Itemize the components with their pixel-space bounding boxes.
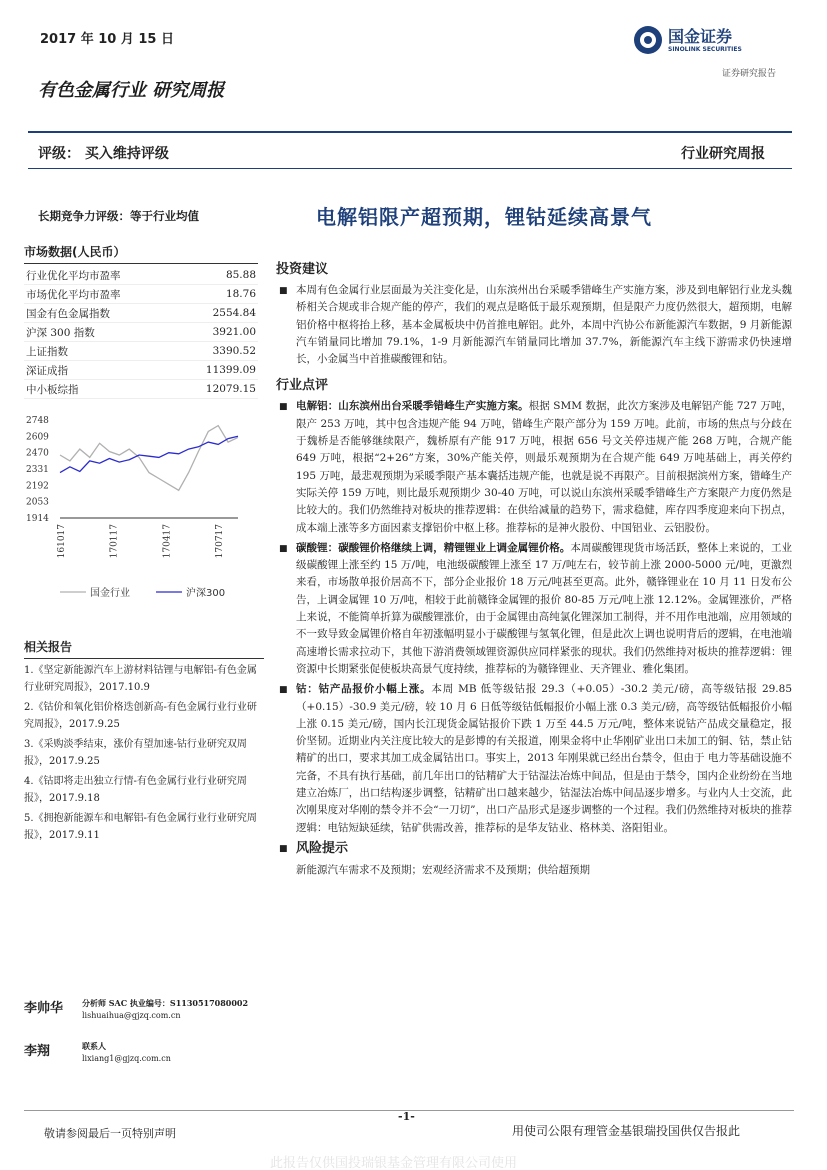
market-value: 12079.15 <box>205 383 256 395</box>
x-tick-label: 170417 <box>162 524 173 559</box>
related-report-item[interactable]: 5.《拥抱新能源车和电解铝-有色金属行业行业研究周报》，2017.9.11 <box>24 813 257 841</box>
x-tick-label: 161017 <box>57 524 67 559</box>
lithium-text-wrap <box>296 540 792 678</box>
related-report-item[interactable]: 4.《钴即将走出独立行情-有色金属行业行业研究周报》，2017.9.18 <box>24 776 247 804</box>
y-tick-label: 2331 <box>26 465 49 475</box>
market-row <box>24 323 258 342</box>
market-value: 2554.84 <box>212 307 256 319</box>
rating: 评级： 买入维持评级 <box>38 146 169 162</box>
market-row <box>24 266 258 285</box>
market-row <box>24 342 258 361</box>
market-data-table <box>24 266 258 399</box>
logo-emblem-icon <box>632 24 664 56</box>
report-date: 2017 年 10 月 15 日 <box>40 32 174 47</box>
market-value: 18.76 <box>225 288 256 300</box>
market-value: 85.88 <box>225 269 256 281</box>
related-report-item[interactable]: 2.《钴价和氧化铝价格迭创新高-有色金属行业行业研究周报》，2017.9.25 <box>24 702 257 730</box>
analyst-email[interactable]: lixiang1@gjzq.com.cn <box>82 1054 171 1063</box>
analyst-title: 联系人 <box>82 1041 106 1051</box>
risk-title: 风险提示 <box>296 840 349 856</box>
analyst-panel <box>24 997 264 1083</box>
watermark: 此报告仅供国投瑞银基金管理有限公司使用 <box>270 1156 518 1170</box>
cobalt-heading: 钴：钴产品报价小幅上涨。 <box>296 683 432 696</box>
report-body <box>276 258 792 883</box>
company-logo <box>632 22 782 62</box>
aluminum-text-wrap <box>296 398 792 536</box>
cobalt-text: 本周 MB 低等级钴报 29.3（+0.05）-30.2 美元/磅，高等级钴报 29.85（+0.15）-30.9 美元/磅，较 10 月 6 日低等级钴低幅报价小幅上涨 0.3 美元/磅，高等级钴低幅报价小幅上涨 0.15 美元/磅，国内长江现货金属钴报价下跌 1 万至 44.5 万元/吨，整体来说钴产品成交量稳定，报价坚韧。近期业内关注度比较大的是彭博的有关报道，刚果金将中止华刚矿业出口未加工的铜、钴，禁止钴精矿的出口，要求其加工成金属钴出口。事实上，2013 年刚果就已经出台禁令，但由于 电力等基础设施不完备，不具有执行基础，前几年出口的钴精矿大于钴湿法冶炼中间品，但是由于禁令，国内企业纷纷在当地建立冶炼厂，出口结构逐步调整，钴精矿出口越来越少，钴湿法冶炼中间品逐步增多。与业内人士交流，此次刚果度对华刚的禁令并不会“一刀切”，出口产品形式是逐步调整的一个过程。我们仍然维持对板块的推荐逻辑：电钴短缺延续，钴矿供需改善，推荐标的是华友钴业、格林美、洛阳钼业。 <box>296 683 793 834</box>
y-tick-label: 2609 <box>26 432 49 443</box>
market-label: 中小板综指 <box>26 383 79 396</box>
related-title: 相关报告 <box>24 640 73 654</box>
long-term-rating: 长期竞争力评级：等于行业均值 <box>38 209 199 223</box>
market-value: 3921.00 <box>212 326 256 338</box>
market-row <box>24 361 258 380</box>
invest-paragraph <box>276 282 792 368</box>
analyst-info <box>82 1040 171 1065</box>
related-reports <box>24 638 264 844</box>
analyst-name: 李帅华 <box>24 1001 64 1016</box>
cobalt-text-wrap <box>296 681 792 837</box>
footer-disclaimer: 敬请参阅最后一页特别声明 <box>44 1127 176 1140</box>
market-data-divider <box>24 263 258 264</box>
square-bullet-icon: ■ <box>279 685 288 696</box>
market-label: 行业优化平均市盈率 <box>26 269 121 282</box>
risk-paragraph <box>276 862 792 879</box>
y-tick-label: 2748 <box>26 416 49 426</box>
related-report-item[interactable]: 1.《坚定新能源汽车上游材料钴锂与电解铝-有色金属行业研究周报》，2017.10.9 <box>24 665 257 693</box>
y-tick-label: 2470 <box>26 448 49 459</box>
market-label: 沪深 300 指数 <box>26 326 95 339</box>
square-bullet-icon: ■ <box>279 543 288 554</box>
market-label: 国金有色金属指数 <box>26 307 110 320</box>
header-divider <box>28 131 792 133</box>
index-chart-svg <box>24 410 258 605</box>
risk-title-row <box>276 840 792 858</box>
market-row <box>24 285 258 304</box>
analyst-email[interactable]: lishuaihua@gjzq.com.cn <box>82 1011 181 1020</box>
report-type: 证券研究报告 <box>722 69 777 79</box>
lithium-paragraph <box>276 540 792 678</box>
logo-en-text: SINOLINK SECURITIES <box>668 46 742 53</box>
footer-usage-note: 用使司公限有理管金基银瑞投国供仅告报此 <box>512 1124 741 1138</box>
aluminum-heading: 电解铝：山东滨州出台采暖季错峰生产实施方案。 <box>296 400 529 413</box>
logo-text: 国金证券 <box>668 27 733 46</box>
header-divider-bottom <box>28 168 792 169</box>
related-report-item[interactable]: 3.《采购淡季结束，涨价有望加速-钴行业研究双周报》，2017.9.25 <box>24 739 247 767</box>
related-divider <box>24 658 264 659</box>
analyst-info <box>82 997 248 1022</box>
market-data-panel <box>24 243 258 399</box>
cobalt-paragraph <box>276 681 792 837</box>
index-chart <box>24 410 258 605</box>
legend-label: 国金行业 <box>90 588 130 599</box>
industry-review-title: 行业点评 <box>276 378 329 394</box>
analyst-entry <box>24 1040 264 1065</box>
invest-text: 本周有色金属行业层面最为关注变化是，山东滨州出台采暖季错峰生产实施方案，涉及到电解铝行业龙头魏桥相关合规或非合规产能的停产，我们的观点是略低于最乐观预期，但是限产力度仍然很大，超预期，电解铝价格中枢将抬上移，基本金属板块中仍首推电解铝。此外，本周中汽协公布新能源汽车数据，9 月新能源汽车销量同比增加 79.1%，1-9 月新能源汽车销量同比增加 37.7%，新能源汽车主线下游需求仍快速增长，小金属当中首推碳酸锂和钴。 <box>296 284 792 366</box>
x-tick-label: 170717 <box>215 524 225 559</box>
report-category: 行业研究周报 <box>681 146 765 162</box>
analyst-title: 分析师 SAC 执业编号：S1130517080002 <box>82 998 249 1008</box>
market-row <box>24 380 258 399</box>
y-tick-label: 2053 <box>26 497 49 508</box>
x-tick-label: 170117 <box>109 524 120 559</box>
y-tick-label: 1914 <box>26 514 49 524</box>
market-value: 3390.52 <box>212 345 256 357</box>
market-label: 深证成指 <box>26 364 68 377</box>
invest-advice-title: 投资建议 <box>276 262 329 277</box>
industry-title: 有色金属行业 研究周报 <box>38 80 225 101</box>
series-line-1 <box>60 426 238 491</box>
aluminum-paragraph <box>276 398 792 536</box>
market-label: 市场优化平均市盈率 <box>26 288 121 301</box>
market-label: 上证指数 <box>26 345 68 358</box>
analyst-entry <box>24 997 264 1022</box>
lithium-text: 本周碳酸锂现货市场活跃，整体上来说的，工业级碳酸锂上涨至约 15 万/吨，电池级碳酸锂上涨至 17 万/吨左右，较节前上涨 2000-5000 元/吨，更激烈来看，市场散单报价居高不下，部分企业报价 18 万元/吨甚至更高。此外，赣锋锂业在 10 月 11 日发布公告，上调金属锂 10 万/吨，相较于此前赣锋金属锂的报价 80-85 万元/吨上涨 12.12%。金属锂涨价，严格上来说，不能简单折算为碳酸锂涨价，由于金属锂由高纯氯化锂深加工制得，并不用作电池端，应用领域的不一致导致金属锂价格自年初涨幅明显小于碳酸锂与氢氧化锂，但是此次上调也说明背后的逻辑，在电池端高速增长需求拉动下，其他下游消费领域锂资源供应同样紧张的现状。我们仍然维持对板块的推荐逻辑：锂资源中长期紧张促使板块高景气度持续，推荐标的为赣锋锂业、天齐锂业、雅化集团。 <box>296 541 793 675</box>
page-number: -1- <box>398 1110 415 1123</box>
risk-text: 新能源汽车需求不及预期；宏观经济需求不及预期；供给超预期 <box>296 864 590 877</box>
analyst-name: 李翔 <box>24 1044 51 1059</box>
bullet-spacer <box>276 862 296 879</box>
headline: 电解铝限产超预期，锂钴延续高景气 <box>316 205 652 229</box>
market-row <box>24 304 258 323</box>
legend-label: 沪深300 <box>186 588 226 599</box>
market-data-title: 市场数据(人民币） <box>24 245 126 259</box>
square-bullet-icon: ■ <box>279 286 288 296</box>
square-bullet-icon: ■ <box>279 843 288 854</box>
aluminum-text: 根据 SMM 数据，此次方案涉及电解铝产能 727 万吨，限产 253 万吨，其中包含违规产能 94 万吨，错峰生产限产部分为 159 万吨。此前，市场的焦点与分歧在于魏桥是否能够继续限产，魏桥原有产能 917 万吨，根据 656 号文关停违规产能 268 万吨，合规产能 649 万吨，根据“2+26”方案，30%产能关停，则最乐观预期为在合规产能 649 万吨基础上，再关停约 195 万吨，最悲观预期为采暖季限产基本囊括违规产能，也就是说不再限产。目前根据滨州方案，错峰生产实际关停 159 万吨，则比最乐观预期少 30-40 万吨，可以说山东滨州采暖季错峰生产方案限产力度仍然是比较大的。我们仍然维持对板块的推荐逻辑：在供给减量的趋势下，需求稳健，库存四季度迎来向下拐点，成本端上涨等多方面因素支撑铝价中枢上移。推荐标的是神火股份、中国铝业、云铝股份。 <box>296 400 792 534</box>
lithium-heading: 碳酸锂：碳酸锂价格继续上调，精锂锂业上调金属锂价格。 <box>296 541 571 554</box>
square-bullet-icon: ■ <box>279 402 288 413</box>
market-value: 11399.09 <box>205 364 256 376</box>
y-tick-label: 2192 <box>26 481 49 492</box>
